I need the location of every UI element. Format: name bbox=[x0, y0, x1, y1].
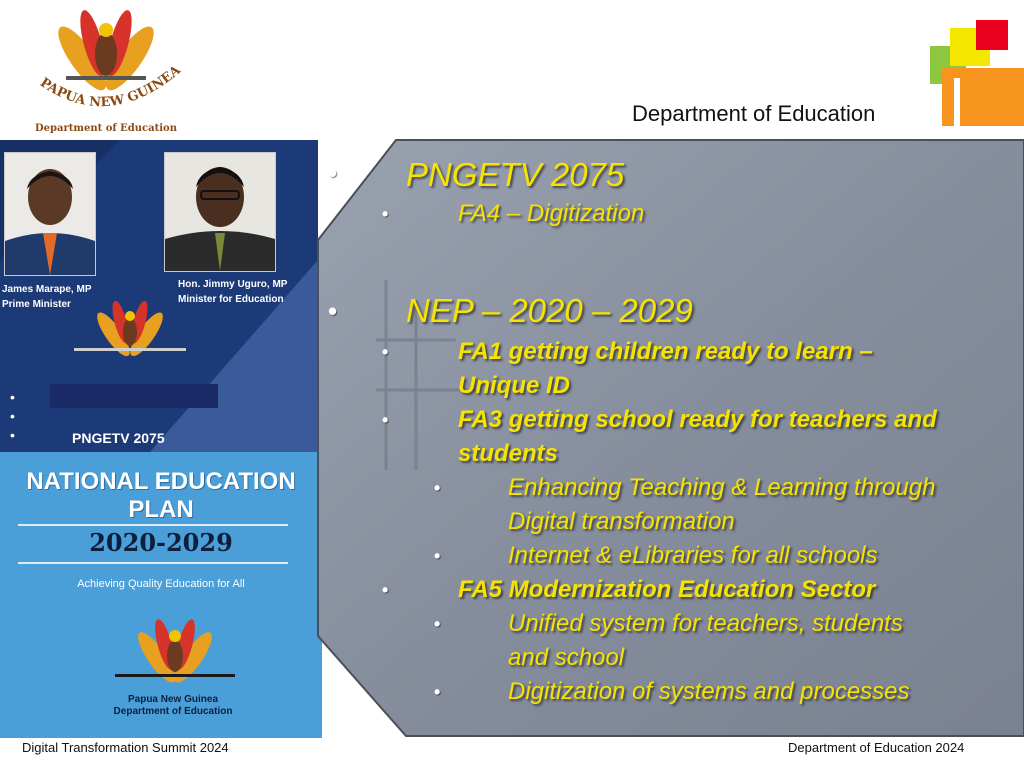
footer-summit: Digital Transformation Summit 2024 bbox=[22, 740, 229, 755]
cover-footer-line1: Papua New Guinea bbox=[127, 694, 219, 705]
bullet-fa5-sub2: • bbox=[434, 682, 441, 702]
pm-role: Prime Minister bbox=[2, 299, 71, 310]
bird-of-paradise-icon bbox=[70, 290, 190, 370]
item-fa1-line2: Unique ID bbox=[458, 372, 570, 399]
item-fa3-sub2: Internet & eLibraries for all schools bbox=[508, 542, 878, 569]
bullet-fa3-sub2: • bbox=[434, 546, 441, 566]
cover-years: 2020-2029 bbox=[89, 528, 233, 557]
pm-name: James Marape, MP bbox=[2, 284, 92, 295]
cover-subtitle: Achieving Quality Education for All bbox=[77, 578, 245, 590]
item-fa1-line1: FA1 getting children ready to learn – bbox=[458, 338, 873, 365]
bullet-fa3-sub1: • bbox=[434, 478, 441, 498]
bullet-fa1: • bbox=[382, 342, 389, 362]
content-panel bbox=[316, 140, 1024, 736]
bird-of-paradise-cover-icon bbox=[110, 608, 240, 698]
cover-title-line1: NATIONAL EDUCATION bbox=[26, 468, 296, 495]
bullet-fa3: • bbox=[382, 410, 389, 430]
item-fa5-sub1-line2: and school bbox=[508, 644, 625, 671]
item-fa5: FA5 Modernization Education Sector bbox=[458, 576, 876, 603]
bullet-nep: • bbox=[328, 296, 338, 326]
cover-divider-top bbox=[18, 524, 288, 526]
pngetv-label: PNGETV 2075 bbox=[72, 430, 165, 446]
cover-divider-bottom bbox=[18, 562, 288, 564]
cover-footer bbox=[0, 694, 346, 718]
item-fa3-sub1-line1: Enhancing Teaching & Learning through bbox=[508, 474, 936, 501]
cover-footer-line2: Department of Education bbox=[113, 706, 233, 717]
heading-pngetv: PNGETV 2075 bbox=[406, 156, 625, 193]
leaders-panel bbox=[0, 140, 318, 452]
item-fa5-sub2: Digitization of systems and processes bbox=[508, 678, 910, 705]
png-education-logo bbox=[18, 4, 196, 136]
item-fa3-line1: FA3 getting school ready for teachers and bbox=[458, 406, 937, 433]
item-fa4: FA4 – Digitization bbox=[458, 200, 645, 227]
bullet-fa4: • bbox=[382, 204, 389, 224]
minister-caption bbox=[178, 277, 287, 307]
header-department-title: Department of Education bbox=[632, 101, 876, 126]
bullet-list bbox=[316, 140, 1024, 736]
corner-decoration bbox=[928, 16, 1024, 130]
bullet-fa5-sub1: • bbox=[434, 614, 441, 634]
nep-book-cover bbox=[0, 452, 322, 738]
item-fa3-sub1-line2: Digital transformation bbox=[508, 508, 735, 535]
logo-subtext: Department of Education bbox=[35, 123, 177, 134]
footer-department: Department of Education 2024 bbox=[788, 740, 965, 755]
item-fa5-sub1-line1: Unified system for teachers, students bbox=[508, 610, 903, 637]
education-minister-photo bbox=[164, 152, 276, 272]
minister-name: Hon. Jimmy Uguro, MP bbox=[178, 279, 288, 290]
bullet-pngetv: • bbox=[328, 158, 338, 188]
heading-nep: NEP – 2020 – 2029 bbox=[406, 292, 693, 329]
cover-title bbox=[0, 468, 322, 524]
title-bar bbox=[50, 384, 218, 408]
bullet-fa5: • bbox=[382, 580, 389, 600]
logo-arc-text: PAPUA NEW GUINEA bbox=[37, 62, 184, 111]
prime-minister-photo bbox=[4, 152, 96, 276]
bullet-dots: • • • bbox=[10, 389, 15, 443]
cover-title-line2: PLAN bbox=[128, 496, 194, 523]
minister-role: Minister for Education bbox=[178, 294, 284, 305]
item-fa3-line2: students bbox=[458, 440, 559, 467]
